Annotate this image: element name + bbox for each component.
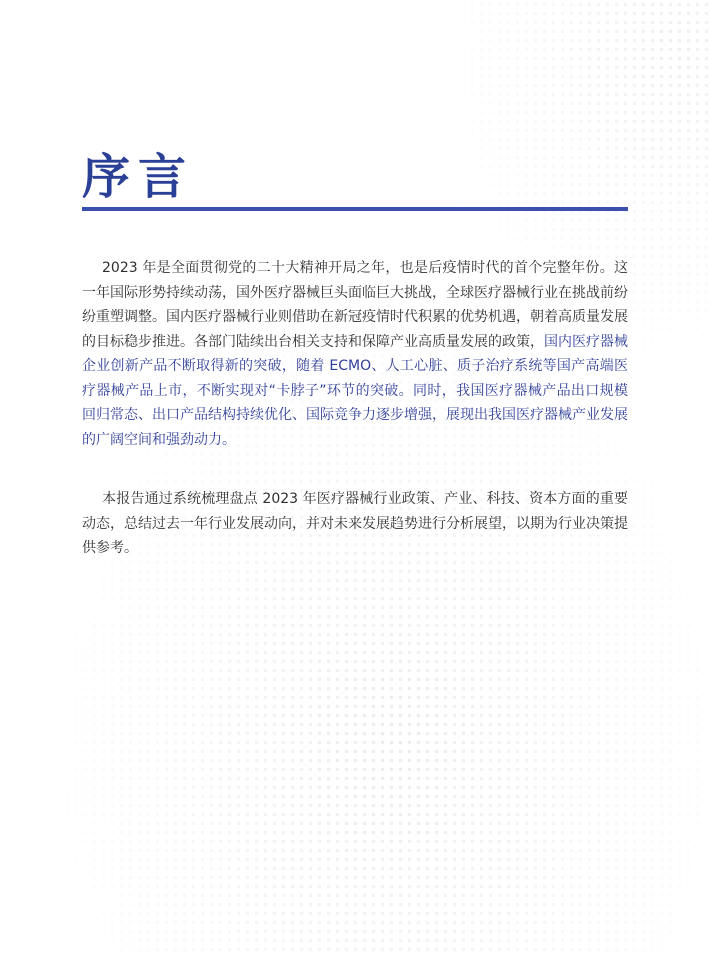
paragraph-1-highlight-text: 国内医疗器械企业创新产品不断取得新的突破，随着 ECMO、人工心脏、质子治疗系统等国产高端医疗器械产品上市，不断实现对“卡脖子”环节的突破。同时，我国医疗器械产品出口规模回归常态、出口产品结构持续优化、国际竞争力逐步增强，展现出我国医疗器械产业发展的广阔空间和强劲动力。 bbox=[82, 333, 628, 448]
page-title: 序言 bbox=[82, 149, 195, 205]
title-underline bbox=[82, 207, 628, 211]
paragraph-2-text: 本报告通过系统梳理盘点 2023 年医疗器械行业政策、产业、科技、资本方面的重要动态，总结过去一年行业发展动向，并对未来发展趋势进行分析展望，以期为行业决策提供参考。 bbox=[82, 491, 628, 556]
preface-paragraph-1 bbox=[82, 256, 628, 452]
paragraph-1-text: 2023 年是全面贯彻党的二十大精神开局之年，也是后疫情时代的首个完整年份。这一年国际形势持续动荡，国外医疗器械巨头面临巨大挑战，全球医疗器械行业在挑战前纷纷重塑调整。国内医疗器械行业则借助在新冠疫情时代积累的优势机遇，朝着高质量发展的目标稳步推进。各部门陆续出台相关支持和保障产业高质量发展的政策， bbox=[82, 260, 628, 350]
preface-paragraph-2 bbox=[82, 487, 628, 561]
